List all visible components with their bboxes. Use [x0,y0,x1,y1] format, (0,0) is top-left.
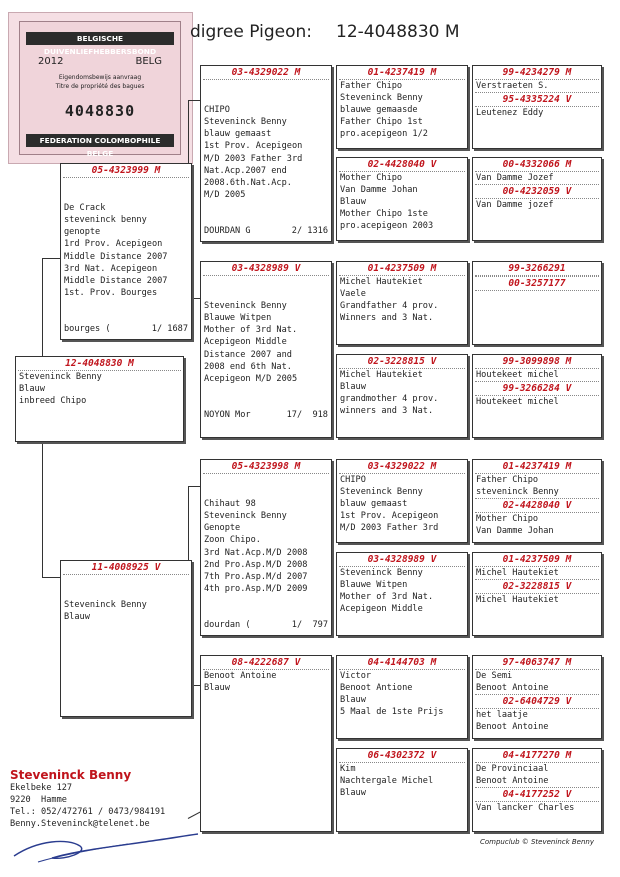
ring-number: 03-4329022 M [203,66,329,80]
card-text: Michel Hautekiet [476,568,559,578]
card-text: Michel Hautekiet Vaele Grandfather 4 prov. Winners and 3 Nat. [340,277,439,324]
card-text: De Semi Benoot Antoine [476,671,549,694]
pedigree-card-gg-pair [472,261,602,345]
pedigree-card-g7 [336,655,468,739]
pedigree-card-main [15,356,184,442]
ring-number: 97-4063747 M [475,656,599,670]
ring-number: 04-4144703 M [339,656,465,670]
pedigree-card-gg-pair [472,552,602,636]
owner-name: Steveninck Benny [10,768,132,782]
ring-number: 00-3257177 [475,276,599,291]
card-text: het laatje Benoot Antoine [476,710,549,733]
card-text: Chihaut 98 Steveninck Benny Genopte Zoon Chipo. 3rd Nat.Acp.M/D 2008 2nd Pro.Asp.M/D 2008 7th Pro.Asp.M/d 2007 4th pro.Asp.M/D 2009 dourdan ( 1/ 797 [204,499,328,631]
sticker-card [19,21,181,158]
ring-number: 03-4329022 M [339,460,465,474]
ring-number: 99-3266291 [475,262,599,276]
race-result: bourges ( 1/ 1687 [64,324,188,335]
card-text: Victor Benoot Antione Blauw 5 Maal de 1ste Prijs [340,671,444,718]
race-result: DOURDAN G 2/ 1316 [204,226,328,237]
ring-number: 04-4177252 V [475,787,599,802]
pigeon-ring-title: 12-4048830 M [336,22,460,42]
card-text: Houtekeet michel [476,370,559,380]
card-text: Van Damme jozef [476,200,554,211]
ring-number: 01-4237509 M [339,262,465,276]
pedigree-card-gg-pair [472,459,602,543]
pedigree-card-g1 [336,65,468,149]
connector-line [42,258,62,259]
connector-line [188,100,200,101]
sticker-country: BELG [135,56,162,67]
ring-number: 04-4177270 M [475,749,599,763]
owner-city: 9220 Hamme [10,795,67,806]
ring-number: 99-4234279 M [475,66,599,80]
card-text: Kim Nachtergale Michel Blauw [340,764,434,799]
card-text: Father Chipo Steveninck Benny blauwe gemaasde Father Chipo 1st pro.acepigeon 1/2 [340,81,428,140]
signature-icon [8,820,208,870]
card-text: Steveninck Benny Blauw inbreed Chipo [19,372,102,407]
card-text: Steveninck Benny Blauwe Witpen Mother of 3rd Nat. Acepigeon Middle Distance 2007 and 2008 end 6th Nat. Acepigeon M/D 2005 NOYON Mor 17/ 918 [204,301,328,421]
ring-number: 01-4237509 M [475,553,599,567]
card-text: CHIPO Steveninck Benny blauw gemaast 1st Prov. Acepigeon M/D 2003 Father 3rd Nat.Acp.2007 end 2008.6th.Nat.Acp. M/D 2005 DOURDAN G 2/ 1316 [204,105,328,237]
card-text: Van lancker Charles [476,803,575,814]
sticker-bottom-band: FEDERATION COLOMBOPHILE BELGE [26,134,174,147]
owner-phone: Tel.: 052/472761 / 0473/984191 [10,807,166,818]
pedigree-card-dam-sire [200,459,332,636]
footer-credit: Compuclub © Steveninck Benny [480,838,595,846]
card-text: De Crack steveninck benny genopte 1rd Prov. Acepigeon Middle Distance 2007 3rd Nat. Acepigeon Middle Distance 2007 1st. Prov. Bourges bourges ( 1/ 1687 [64,203,188,335]
ring-number: 12-4048830 M [18,357,181,371]
ring-number: 02-4428040 V [339,158,465,172]
pedigree-card-gg-pair [472,354,602,438]
card-text: Father Chipo steveninck Benny [476,475,559,498]
federation-sticker [8,12,193,164]
card-text: Van Damme Jozef [476,173,554,183]
card-text: CHIPO Steveninck Benny blauw gemaast 1st Prov. Acepigeon M/D 2003 Father 3rd [340,475,439,534]
pedigree-card-dam-dam [200,655,332,832]
ring-number: 05-4323999 M [63,164,189,178]
sticker-year: 2012 [38,56,64,67]
ring-number: 08-4222687 V [203,656,329,670]
pedigree-card-sire-dam [200,261,332,438]
ring-number: 01-4237419 M [339,66,465,80]
card-text: Verstraeten S. [476,81,549,91]
pedigree-card-g2 [336,157,468,241]
race-result: NOYON Mor 17/ 918 [204,410,328,421]
pedigree-card-g6 [336,552,468,636]
card-text: Houtekeet michel [476,397,559,408]
pedigree-card-gg-pair [472,65,602,149]
ring-number: 11-4008925 V [63,561,189,575]
ring-number: 99-3266284 V [475,381,599,396]
page-title: digree Pigeon: [190,22,312,42]
pedigree-card-sire [60,163,192,340]
card-text: Steveninck Benny Blauw [64,600,147,623]
card-text: Mother Chipo Van Damme Johan [476,514,554,537]
pedigree-card-g8 [336,748,468,832]
pedigree-card-gg-pair [472,748,602,832]
ring-number: 02-4428040 V [475,498,599,513]
ring-number: 01-4237419 M [475,460,599,474]
ring-number: 00-4332066 M [475,158,599,172]
ring-number: 03-4328989 V [339,553,465,567]
pedigree-card-g3 [336,261,468,345]
ring-number: 02-3228815 V [339,355,465,369]
ring-number: 02-6404729 V [475,694,599,709]
card-text: Benoot Antoine Blauw [204,671,277,694]
sticker-line-1: Eigendomsbewijs aanvraag [58,74,142,81]
card-text: Michel Hautekiet Blauw grandmother 4 prov. winners and 3 Nat. [340,370,439,417]
owner-email: Benny.Steveninck@telenet.be [10,819,150,830]
ring-number: 95-4335224 V [475,92,599,107]
connector-line [188,486,200,487]
card-text: Michel Hautekiet [476,595,559,606]
pedigree-card-gg-pair [472,157,602,241]
card-text: Mother Chipo Van Damme Johan Blauw Mother Chipo 1ste pro.acepigeon 2003 [340,173,434,232]
ring-number: 00-4232059 V [475,184,599,199]
pedigree-card-gg-pair [472,655,602,739]
pedigree-card-g5 [336,459,468,543]
ring-number: 02-3228815 V [475,579,599,594]
ring-number: 06-4302372 V [339,749,465,763]
card-text: Leutenez Eddy [476,108,544,119]
race-result: dourdan ( 1/ 797 [204,620,328,631]
pedigree-card-dam [60,560,192,717]
pedigree-card-sire-sire [200,65,332,242]
ring-number: 99-3099898 M [475,355,599,369]
ring-number: 05-4323998 M [203,460,329,474]
sticker-top-band: BELGISCHE DUIVENLIEFHEBBERSBOND [26,32,174,45]
card-text: De Provinciaal Benoot Antoine [476,764,549,787]
pedigree-card-g4 [336,354,468,438]
owner-street: Ekelbeke 127 [10,783,73,793]
sticker-number: 4048830 [64,102,136,120]
ring-number: 03-4328989 V [203,262,329,276]
card-text: Steveninck Benny Blauwe Witpen Mother of 3rd Nat. Acepigeon Middle [340,568,434,615]
connector-line [42,577,62,578]
sticker-line-2: Titre de propriété des bagues [55,83,145,90]
